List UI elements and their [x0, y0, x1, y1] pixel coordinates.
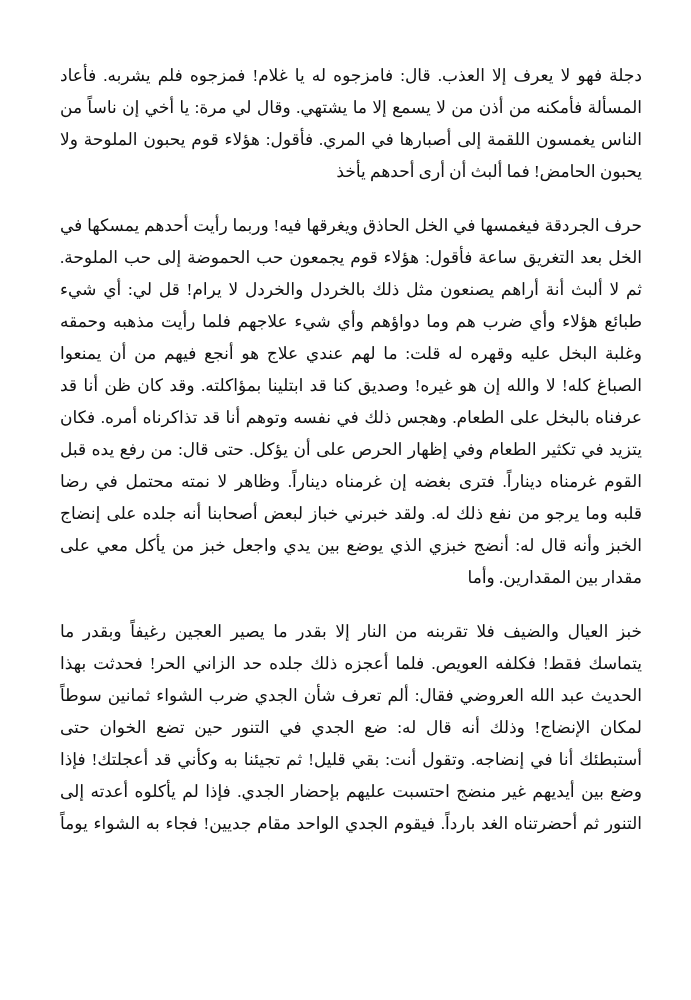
text-line: دجلة فهو لا يعرف إلا العذب. قال: فامزجوه له يا غلام! فمزجوه فلم يشربه. فأعاد [60, 66, 642, 85]
text-line: وغلبة البخل عليه وقهره له قلت: ما لهم عندي علاج هو أنجع فيهم من أن يمنعوا [60, 344, 642, 363]
paragraph-3 [60, 616, 642, 840]
paragraph-gap [60, 188, 642, 210]
text-line: الحديث عبد الله العروضي فقال: ألم تعرف شأن الجدي ضرب الشواء ثمانين سوطاً [60, 686, 642, 705]
text-line: وضع بين أيديهم غير منضج احتسبت عليهم بإحضار الجدي. فإذا لم يأكلوه أعدته إلى [60, 782, 642, 801]
text-line: ثم لا ألبث أنة أراهم يصنعون مثل ذلك بالخردل والخردل لا يرام! قل لي: أي شيء [60, 280, 642, 299]
text-line: التنور ثم أحضرتناه الغد بارداً. فيقوم الجدي الواحد مقام جديين! فجاء به الشواء يوماً [60, 814, 642, 833]
text-line: الخبز وأنه قال له: أنضج خبزي الذي يوضع بين يدي واجعل خبز من يأكل معي على [60, 536, 642, 555]
text-line: يتزيد في تكثير الطعام وفي إظهار الحرص على أن يؤكل. حتى قال: من رفع يده قبل [60, 440, 642, 459]
paragraph-1 [60, 60, 642, 188]
paragraph-2 [60, 210, 642, 594]
text-line: أستبطئك أنا في إنضاجه. وتقول أنت: بقي قليل! ثم تجيئنا به وكأني قد أعجلتك! فإذا [60, 750, 642, 769]
text-line: لمكان الإنضاج! وذلك أنه قال له: ضع الجدي في التنور حين تضع الخوان حتى [60, 718, 642, 737]
text-line: حرف الجردقة فيغمسها في الخل الحاذق ويغرقها فيه! وربما رأيت أحدهم يمسكها في [60, 216, 642, 235]
text-line: الخل بعد التغريق ساعة فأقول: هؤلاء قوم يجمعون حب الحموضة إلى حب الملوحة. [60, 248, 642, 267]
text-line: الناس يغمسون اللقمة إلى أصبارها في المري. فأقول: هؤلاء قوم يحبون الملوحة ولا [60, 130, 642, 149]
text-line: يتماسك فقط! فكلفه العويص. فلما أعجزه ذلك جلده حد الزاني الحر! فحدثت بهذا [60, 654, 642, 673]
text-line: الصباغ كله! لا والله إن هو غيره! وصديق كنا قد ابتلينا بمؤاكلته. وقد كان ظن أنا قد [60, 376, 642, 395]
text-line: خبز العيال والضيف فلا تقربنه من النار إلا بقدر ما يصير العجين رغيفاً وبقدر ما [60, 622, 642, 641]
text-line: قلبه وما يرجو من نفع ذلك له. ولقد خبرني خباز لبعض أصحابنا أنه جلده على إنضاج [60, 504, 642, 523]
document-page [60, 60, 642, 840]
text-line: طبائع هؤلاء وأي ضرب هم وما دواؤهم وأي شيء علاجهم فلما رأيت مذهبه وحمقه [60, 312, 642, 331]
text-line: يحبون الحامض! فما ألبث أن أرى أحدهم يأخذ [336, 162, 642, 181]
text-line: مقدار بين المقدارين. وأما [467, 568, 642, 587]
text-line: المسألة فأمكنه من أذن من لا يسمع إلا ما يشتهي. وقال لي مرة: يا أخي إن ناساً من [60, 98, 642, 117]
text-line: عرفناه بالبخل على الطعام. وهجس ذلك في نفسه وتوهم أنا قد تذاكرناه أمره. فكان [60, 408, 642, 427]
paragraph-gap [60, 594, 642, 616]
text-line: القوم غرمناه ديناراً. فترى بغضه إن غرمناه ديناراً. وظاهر لا نمته محتمل في رضا [60, 472, 642, 491]
